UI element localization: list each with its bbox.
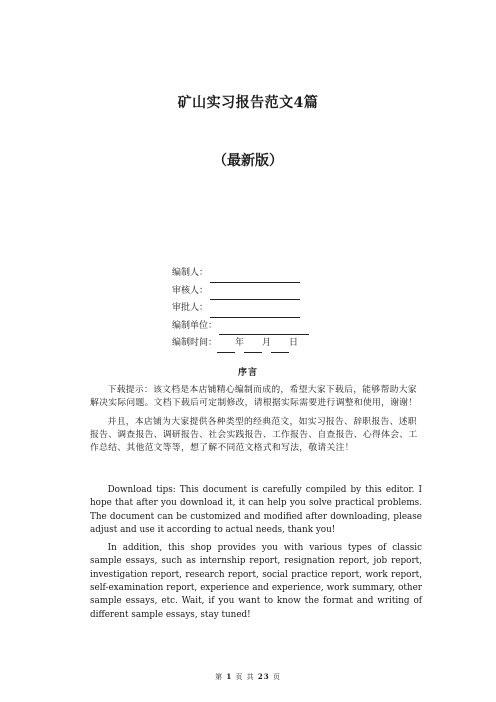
blank-line xyxy=(219,321,309,335)
field-editor xyxy=(172,265,342,283)
paragraph-cn: 并且，本店铺为大家提供各种类型的经典范文，如实习报告、辞职报告、述职报告、调查报告、调研报告、社会实践报告、工作报告、自查报告、心得体会、工作总结、其他范文等等，想了解不同范文格式和写法，敬请关注！ xyxy=(90,416,418,454)
document-subtitle: （最新版） xyxy=(213,153,283,169)
preface-heading: 序言 xyxy=(237,368,258,378)
paragraph-en: In addition, this shop provides you with various types of classic sample essays, such as internship report, resignation report, job report, investigation report, research report, social practice report, work report, self-examination report, experience and experience, work summary, other sample essays, etc. Wait, if you want to know the format and writing of different sample essays, stay tuned! xyxy=(90,543,422,620)
field-label: 审批人： xyxy=(172,303,209,313)
footer-suffix: 页 xyxy=(272,673,281,681)
paragraph-cn: 下载提示：该文档是本店铺精心编制而成的，希望大家下载后，能够帮助大家解决实际问题。文档下载后可定制修改，请根据实际需要进行调整和使用，谢谢！ xyxy=(90,385,418,409)
blank-line xyxy=(210,304,300,318)
blank-line xyxy=(271,339,289,353)
total-pages: 23 xyxy=(257,672,270,681)
date-day: 日 xyxy=(289,338,299,348)
field-label: 编制时间： xyxy=(172,338,218,348)
field-date xyxy=(172,335,342,353)
page-footer xyxy=(0,672,496,682)
preface-body-en xyxy=(90,484,422,622)
document-title: 矿山实习报告范文4篇 xyxy=(177,95,319,111)
footer-prefix: 第 xyxy=(215,673,224,681)
field-approver xyxy=(172,300,342,318)
blank-line xyxy=(217,339,235,353)
preface-body-cn xyxy=(90,384,422,455)
field-unit xyxy=(172,318,342,336)
paragraph-en: Download tips: This document is carefully compiled by this editor. I hope that after you download it, it can help you solve practical problems. The document can be customized and modified after downloading, please adjust and use it according to actual needs, thank you! xyxy=(90,485,422,535)
signature-fields xyxy=(172,265,342,353)
field-label: 审核人： xyxy=(172,285,209,296)
footer-mid: 页 共 xyxy=(235,673,255,681)
blank-line xyxy=(210,269,300,283)
date-month: 月 xyxy=(262,338,272,348)
field-label: 编制人： xyxy=(172,268,209,278)
date-year: 年 xyxy=(235,338,245,348)
field-reviewer xyxy=(172,283,342,301)
blank-line xyxy=(244,339,262,353)
current-page: 1 xyxy=(226,672,233,681)
field-label: 编制单位： xyxy=(172,320,218,331)
blank-line xyxy=(210,286,300,300)
